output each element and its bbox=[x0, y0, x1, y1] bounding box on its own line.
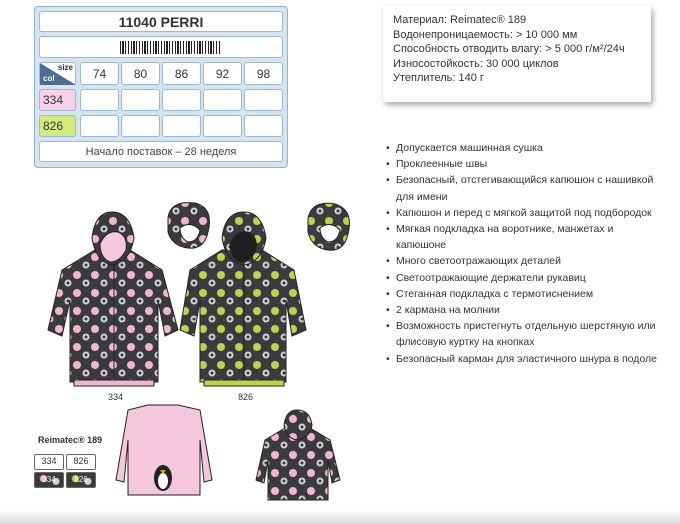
jacket-small-icon bbox=[256, 410, 340, 500]
feature-item: • Безопасный, отстегивающийся капюшон с нашивкой для имени bbox=[386, 172, 661, 204]
color-header-label: col bbox=[43, 74, 55, 83]
size-cell: 86 bbox=[162, 62, 201, 85]
feature-item: • Капюшон и перед с мягкой защитой под подбородок bbox=[386, 205, 661, 221]
size-cell: 80 bbox=[121, 62, 160, 85]
page-bottom-edge bbox=[0, 510, 680, 524]
product-title: 11040 PERRI bbox=[39, 11, 283, 32]
delivery-start: Начало поставок – 28 неделя bbox=[39, 141, 283, 162]
feature-item: • Мягкая подкладка на воротнике, манжетах и капюшоне bbox=[386, 221, 661, 253]
color-code-cell: 334 bbox=[39, 89, 76, 111]
size-cell: 98 bbox=[244, 62, 283, 85]
fabric-swatch-green: 826 bbox=[66, 472, 96, 488]
spec-material: Материал: Reimatec® 189 bbox=[393, 14, 527, 26]
size-cell: 92 bbox=[203, 62, 242, 85]
spec-insulation: Утеплитель: 140 г bbox=[393, 72, 484, 84]
fabric-swatch-pink: 334 bbox=[34, 472, 64, 488]
swatch-label: 334 bbox=[34, 454, 64, 470]
spec-abrasion: Износостойкость: 30 000 циклов bbox=[393, 57, 559, 70]
spec-waterproof: Водонепроницаемость: > 10 000 мм bbox=[393, 28, 578, 41]
jacket-pink-icon bbox=[48, 212, 178, 386]
jacket-pink-caption: 334 bbox=[108, 392, 124, 402]
feature-item: • Много светоотражающих деталей bbox=[386, 253, 661, 269]
hood-green-icon bbox=[308, 203, 349, 250]
feature-item: • Допускается машинная сушка bbox=[386, 140, 661, 156]
feature-item: • 2 кармана на молнии bbox=[386, 302, 661, 318]
swatch-label: 826 bbox=[66, 454, 96, 470]
feature-item: • Безопасный карман для эластичного шнура в подоле bbox=[386, 351, 661, 367]
feature-item: • Возможность пристегнуть отдельную шерстяную или флисовую куртку на кнопках bbox=[386, 318, 661, 350]
spec-breathability: Способность отводить влагу: > 5 000 г/м²/24ч bbox=[393, 43, 625, 55]
feature-item: • Стеганная подкладка с термотиснением bbox=[386, 286, 661, 302]
feature-item: • Светоотражающие держатели рукавиц bbox=[386, 270, 661, 286]
material-label: Reimatec® 189 bbox=[38, 435, 103, 445]
size-header-label: size bbox=[57, 63, 73, 72]
lining-flat-icon bbox=[116, 405, 212, 495]
size-cell: 74 bbox=[80, 62, 119, 85]
feature-item: • Проклеенные швы bbox=[386, 156, 661, 172]
color-code-cell: 826 bbox=[39, 115, 76, 137]
jacket-green-caption: 826 bbox=[238, 392, 254, 402]
hood-pink-icon bbox=[168, 203, 209, 249]
